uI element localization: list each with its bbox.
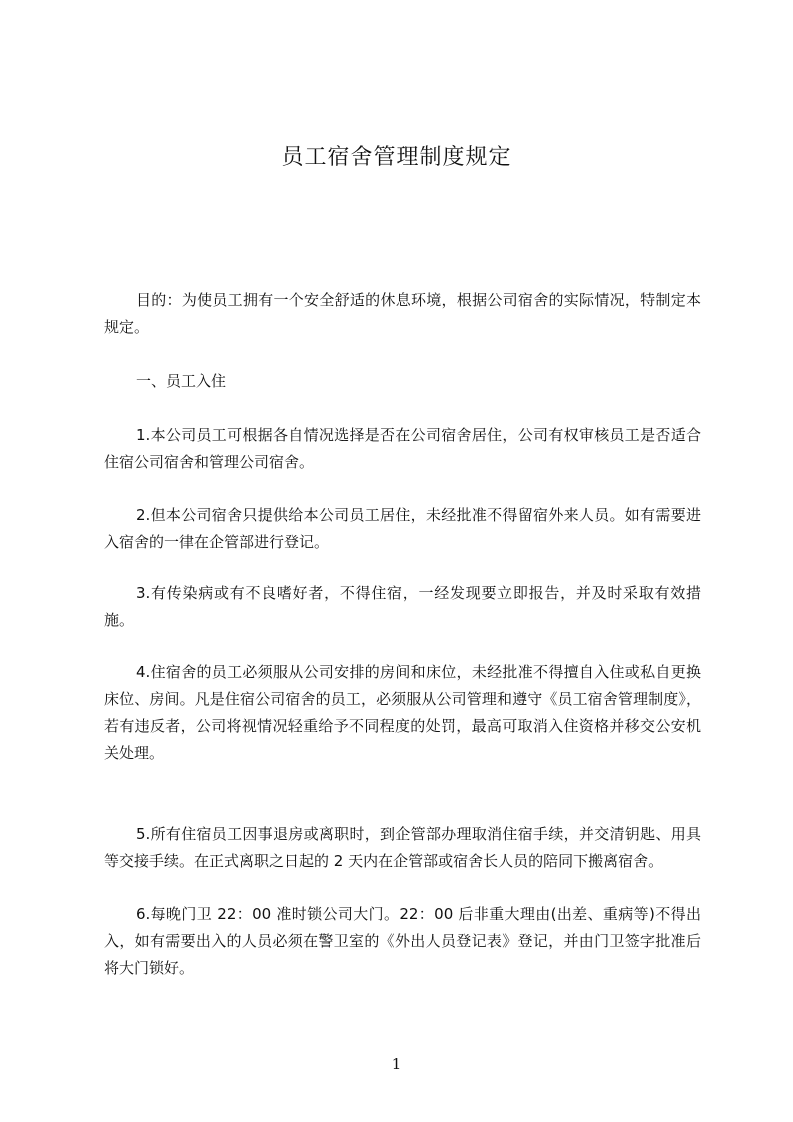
purpose-paragraph: 目的：为使员工拥有一个安全舒适的休息环境，根据公司宿舍的实际情况，特制定本规定。 bbox=[104, 291, 701, 336]
clause-2: 2.但本公司宿舍只提供给本公司员工居住，未经批准不得留宿外来人员。如有需要进入宿舍的一律在企管部进行登记。 bbox=[104, 506, 701, 551]
document-title: 员工宿舍管理制度规定 bbox=[281, 145, 512, 170]
page-number: 1 bbox=[391, 1055, 402, 1073]
clause-4: 4.住宿舍的员工必须服从公司安排的房间和床位，未经批准不得擅自入住或私自更换床位、房间。凡是住宿公司宿舍的员工，必须服从公司管理和遵守《员工宿舍管理制度》，若有违反者，公司将视情况轻重给予不同程度的处罚，最高可取消入住资格并移交公安机关处理。 bbox=[104, 663, 701, 762]
clause-1: 1.本公司员工可根据各自情况选择是否在公司宿舍居住，公司有权审核员工是否适合住宿公司宿舍和管理公司宿舍。 bbox=[104, 426, 701, 471]
clause-6: 6.每晚门卫 22：00 准时锁公司大门。22：00 后非重大理由(出差、重病等)不得出入，如有需要出入的人员必须在警卫室的《外出人员登记表》登记，并由门卫签字批准后将大门锁好。 bbox=[104, 905, 701, 977]
section-heading-employee-check-in: 一、员工入住 bbox=[136, 372, 227, 390]
clause-5: 5.所有住宿员工因事退房或离职时，到企管部办理取消住宿手续，并交清钥匙、用具等交接手续。在正式离职之日起的 2 天内在企管部或宿舍长人员的陪同下搬离宿舍。 bbox=[104, 825, 701, 870]
clause-3: 3.有传染病或有不良嗜好者，不得住宿，一经发现要立即报告，并及时采取有效措施。 bbox=[104, 584, 701, 629]
